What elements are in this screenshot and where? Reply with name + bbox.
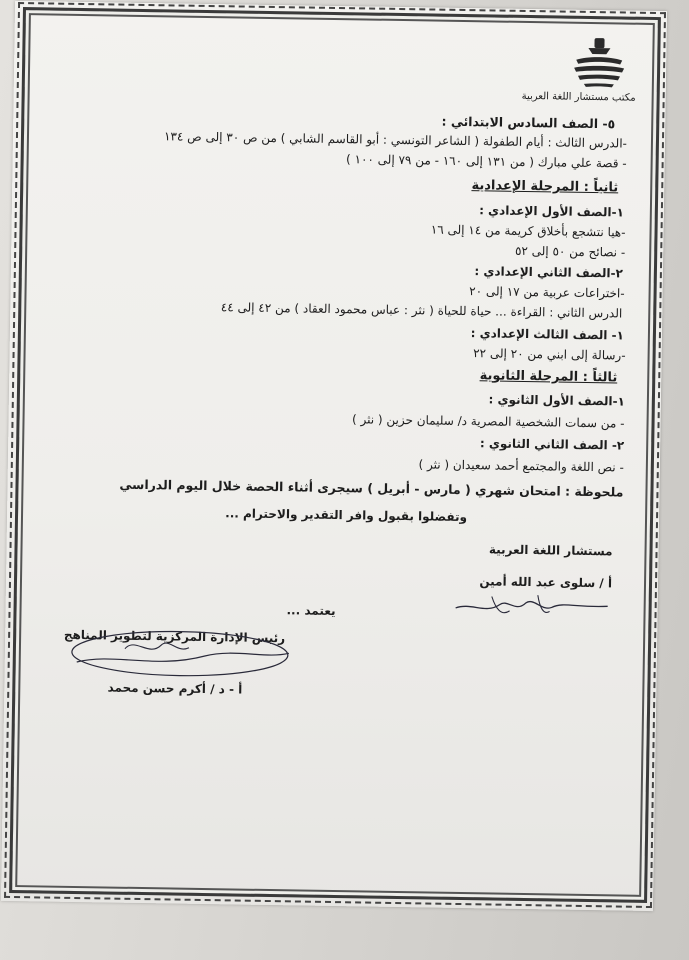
- head-name: أ - د / أكرم حسن محمد: [107, 680, 243, 697]
- advisor-name: أ / سلوى عبد الله أمين: [479, 574, 613, 591]
- approve-text: يعتمد ...: [286, 603, 336, 619]
- prep-grade1-heading: ١-الصف الأول الإعدادي :: [479, 203, 624, 220]
- prep-grade2-item2: الدرس الثاني : القراءة ... حياة للحياة ( نثر : عباس محمود العقاد ) من ٤٢ إلى ٤٤: [220, 300, 623, 321]
- note-text: ملحوظة : امتحان شهري ( مارس - أبريل ) سيجرى أثناء الحصة خلال اليوم الدراسي: [119, 476, 624, 500]
- story-item: - قصة علي مبارك ( من ١٣١ إلى ١٦٠ - من ٧٩ إلى ١٠٠ ): [345, 152, 627, 171]
- sec-grade2-heading: ٢- الصف الثاني الثانوي :: [479, 436, 625, 453]
- grade6-heading: ٥- الصف السادس الابتدائي :: [441, 113, 616, 132]
- advisor-signature-icon: [451, 588, 612, 625]
- prep-grade2-heading: ٢-الصف الثاني الإعدادي :: [474, 264, 624, 281]
- sec-grade2-item1: - نص اللغة والمجتمع أحمد سعيدان ( نثر ): [418, 457, 624, 475]
- sec-grade1-heading: ١-الصف الأول الثانوي :: [488, 392, 626, 409]
- prep-grade2-item1: -اختراعات عربية من ١٧ إلى ٢٠: [469, 284, 625, 301]
- secondary-heading: ثالثاً : المرحلة الثانوية: [479, 368, 618, 386]
- head-signature-icon: [64, 622, 295, 688]
- prep-grade1-item2: - نصائح من ٥٠ إلى ٥٢: [514, 243, 626, 260]
- lesson3-item: -الدرس الثالث : أيام الطفولة ( الشاعر التونسي : أبو القاسم الشابي ) من ص ٣٠ إلى ص ١٣٤: [163, 129, 628, 151]
- office-title: مكتب مستشار اللغة العربية: [521, 90, 636, 104]
- preparatory-heading: ثانياً : المرحلة الإعدادية: [471, 178, 619, 196]
- closing-text: وتفضلوا بقبول وافر التقدير والاحترام ...: [225, 506, 468, 525]
- ministry-logo-icon: [568, 36, 631, 93]
- head-title: رئيس الإدارة المركزية لتطوير المناهج: [63, 627, 286, 646]
- prep-grade1-item1: -هيا نتشجع بأخلاق كريمة من ١٤ إلى ١٦: [430, 222, 626, 240]
- document-page: [1, 1, 667, 911]
- advisor-title: مستشار اللغة العربية: [488, 542, 613, 559]
- prep-grade3-item1: -رسالة إلى ابني من ٢٠ إلى ٢٢: [473, 346, 626, 363]
- document-body: [31, 21, 644, 890]
- sec-grade1-item1: - من سمات الشخصية المصرية د/ سليمان حزين ( نثر ): [351, 412, 625, 431]
- prep-grade3-heading: ١- الصف الثالث الإعدادي :: [470, 326, 625, 343]
